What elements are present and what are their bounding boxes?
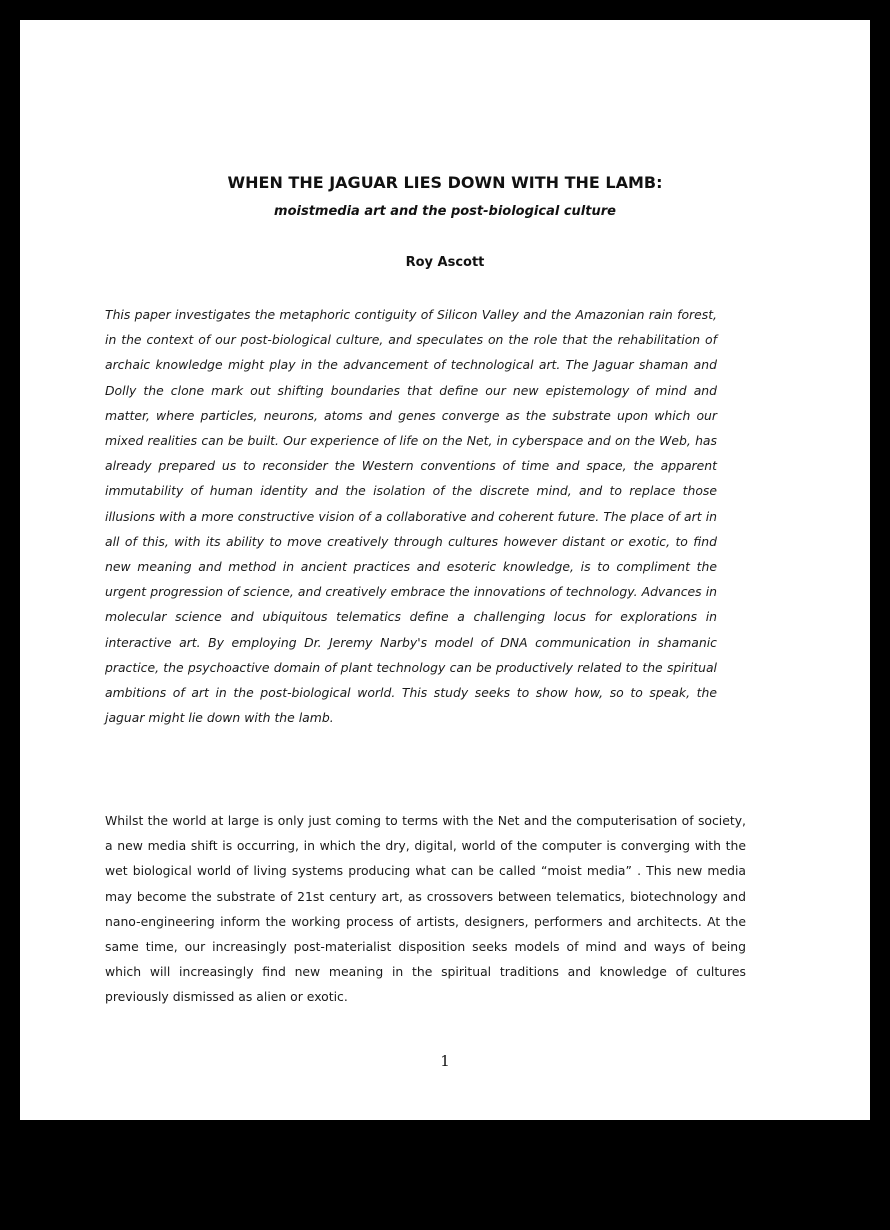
body-paragraph: Whilst the world at large is only just coming to terms with the Net and the computerisation of society, a new media shift is occurring, in which the dry, digital, world of the computer is converging with the wet biological world of living systems producing what can be called “moist media” . This new media may become the substrate of 21st century art, as crossovers between telematics, biotechnology and nano-engineering inform the working process of artists, designers, performers and architects. At the same time, our increasingly post-materialist disposition seeks models of mind and ways of being which will increasingly find new meaning in the spiritual traditions and knowledge of cultures previously dismissed as alien or exotic. [105, 813, 746, 1005]
page-number: 1 [440, 1052, 450, 1070]
paper-subtitle: moistmedia art and the post-biological culture [274, 204, 616, 219]
author-name: Roy Ascott [405, 255, 485, 270]
abstract-paragraph: This paper investigates the metaphoric contiguity of Silicon Valley and the Amazonian rain forest, in the context of our post-biological culture, and speculates on the role that the rehabilitation of archaic knowledge might play in the advancement of technological art. The Jaguar shaman and Dolly the clone mark out shifting boundaries that define our new epistemology of mind and matter, where particles, neurons, atoms and genes converge as the substrate upon which our mixed realities can be built. Our experience of life on the Net, in cyberspace and on the Web, has already prepared us to reconsider the Western conventions of time and space, the apparent immutability of human identity and the isolation of the discrete mind, and to replace those illusions with a more constructive vision of a collaborative and coherent future. The place of art in all of this, with its ability to move creatively through cultures however distant or exotic, to find new meaning and method in ancient practices and esoteric knowledge, is to compliment the urgent progression of science, and creatively embrace the innovations of technology. Advances in molecular science and ubiquitous telematics define a challenging locus for explorations in interactive art. By employing Dr. Jeremy Narby's model of DNA communication in shamanic practice, the psychoactive domain of plant technology can be productively related to the spiritual ambitions of art in the post-biological world. This study seeks to show how, so to speak, the jaguar might lie down with the lamb. [105, 307, 717, 726]
paper-title: WHEN THE JAGUAR LIES DOWN WITH THE LAMB: [227, 173, 663, 192]
document-page [20, 20, 870, 1120]
